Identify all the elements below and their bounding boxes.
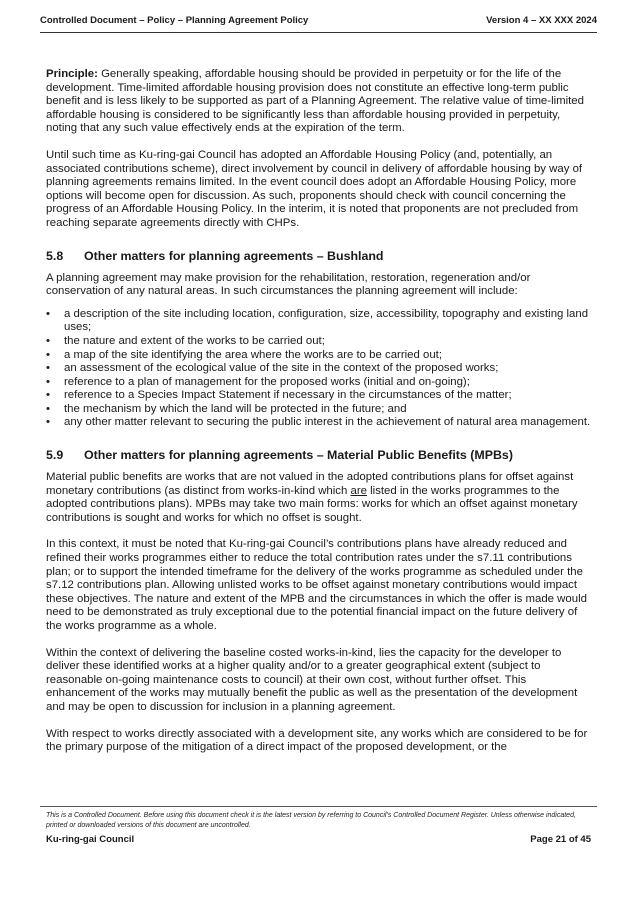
underlined-are: are bbox=[350, 484, 367, 497]
bushland-intro-paragraph: A planning agreement may make provision for the rehabilitation, restoration, regeneration and/or conservation of any natural areas. In such circumstances the planning agreement will include: bbox=[46, 271, 531, 298]
list-item: • the nature and extent of the works to be carried out; bbox=[46, 335, 591, 349]
mpb-definition-paragraph bbox=[46, 471, 591, 525]
page-number: Page 21 of 45 bbox=[530, 834, 591, 845]
bushland-requirements-list bbox=[46, 308, 591, 430]
principle-label: Principle: bbox=[46, 68, 98, 80]
works-in-kind-paragraph: Within the context of delivering the baseline costed works-in-kind, lies the capacity for the developer to deliver these identified works at a higher quality and/or to a greater geographical extent (subject to reasonable on-going maintenance costs to council) at their own cost, without further offset. This enhancement of the works may mutually benefit the public as well as the presentation of the development and may be open to discussion for inclusion in a planning agreement. bbox=[46, 646, 578, 713]
section-title: Other matters for planning agreements – Bushland bbox=[84, 248, 384, 263]
mpb-definition-text-a: Material public benefits are works that are not valued in the adopted contributions plans for offset against monetary contributions (as distinct from works-in-kind which bbox=[46, 471, 574, 497]
list-item: • a map of the site identifying the area where the works are to be carried out; bbox=[46, 349, 591, 363]
principle-text: Generally speaking, affordable housing should be provided in perpetuity or for the life of the development. Time-limited affordable housing provision does not constitute an effective long-term public benefit and is less likely to be supported as part of a Planning Agreement. The relative value of time-limited affordable housing is considered to be significantly less than affordable housing provided in perpetuity, noting that any such value effectively ends at the expiration of the term. bbox=[46, 68, 584, 135]
header-version: Version 4 – XX XXX 2024 bbox=[486, 15, 597, 26]
mpb-definition-text-b: listed in the works programmes to the adopted contributions plans). MPBs may take two main forms: works for which an offset against monetary contributions is sought and works for which no offset is sought. bbox=[46, 484, 578, 524]
list-item: • an assessment of the ecological value of the site in the context of the proposed works; bbox=[46, 362, 591, 376]
list-item: • the mechanism by which the land will be protected in the future; and bbox=[46, 403, 591, 417]
header-document-title: Controlled Document – Policy – Planning Agreement Policy bbox=[40, 15, 309, 26]
section-heading-5-9 bbox=[46, 448, 591, 463]
section-heading-5-8 bbox=[46, 249, 591, 264]
page-footer bbox=[46, 834, 591, 845]
list-item: • any other matter relevant to securing the public interest in the achievement of natural area management. bbox=[46, 416, 591, 430]
section-number: 5.8 bbox=[46, 248, 64, 263]
principle-paragraph bbox=[46, 68, 591, 136]
affordable-housing-paragraph: Until such time as Ku-ring-gai Council has adopted an Affordable Housing Policy (and, potentially, an associated contributions scheme), direct involvement by council in delivery of affordable housing by way of planning agreements remains limited. In the event council does adopt an Affordable Housing Policy, more options will become open for discussion. As such, proponents should check with council concerning the progress of an Affordable Housing Policy. In the interim, it is noted that proponents are not precluded from reaching separate agreements directly with CHPs. bbox=[46, 148, 583, 229]
direct-works-paragraph: With respect to works directly associated with a development site, any works which are considered to be for the primary purpose of the mitigation of a direct impact of the proposed development, or the bbox=[46, 727, 588, 754]
list-item: • a description of the site including location, configuration, size, accessibility, topography and existing land uses; bbox=[46, 308, 591, 335]
footer-divider bbox=[40, 806, 597, 807]
section-title: Other matters for planning agreements – Material Public Benefits (MPBs) bbox=[84, 448, 513, 463]
main-content bbox=[46, 68, 591, 768]
header-divider bbox=[40, 32, 597, 33]
list-item: • reference to a plan of management for the proposed works (initial and on-going); bbox=[46, 376, 591, 390]
section-number: 5.9 bbox=[46, 448, 64, 463]
footer-organisation: Ku-ring-gai Council bbox=[46, 834, 135, 845]
page-header bbox=[40, 14, 597, 28]
contributions-plans-paragraph: In this context, it must be noted that Ku-ring-gai Council’s contributions plans have already reduced and refined their works programmes either to reduce the total contribution rates under the s7.11 contributions plan; or to support the intended timeframe for the delivery of the works programme as scheduled under the s7.12 contributions plan. Allowing unlisted works to be offset against monetary contributions would impact these objectives. The nature and extent of the MPB and the circumstances in which the offer is made would need to be demonstrated as truly exceptional due to the potential financial impact on the future delivery of the works programme as a whole. bbox=[46, 538, 587, 632]
controlled-document-note: This is a Controlled Document. Before using this document check it is the latest version by referring to Council’s Controlled Document Register. Unless otherwise indicated, printed or downloaded versions of this document are uncontrolled. bbox=[46, 812, 576, 829]
list-item: • reference to a Species Impact Statement if necessary in the circumstances of the matter; bbox=[46, 389, 591, 403]
